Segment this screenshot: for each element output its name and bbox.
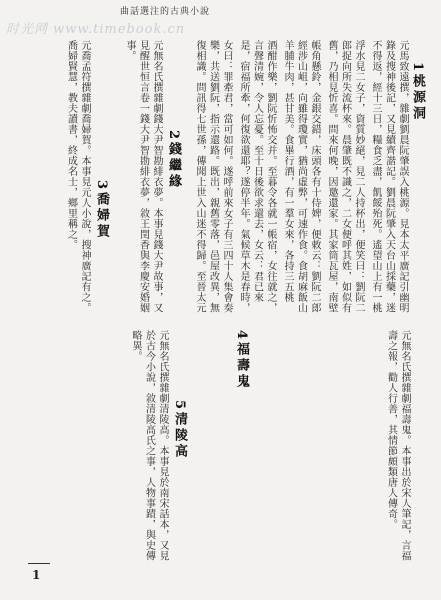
running-header: 曲話選注的古典小說 bbox=[120, 7, 211, 17]
text-column-9: 元無名氏撰雜劇清陵高。本事見於南宋話本，又見於古今小說，敘清陵高氏之事，人物事蹟，與史傳略異。 bbox=[130, 330, 168, 561]
text-column-2: 浮水見二女子，資質妙絕，見二人持杯出，便笑曰：劉阮二郎捉向所失流杯來。晨肇既不識之，二女便呼其姓，如似有舊，乃相見忻喜。問來何晚，因邀還家。其家筒瓦屋，南壁 bbox=[326, 40, 364, 313]
footer-rule bbox=[28, 563, 50, 564]
text-column-8: 元無名氏撰雜劇福壽鬼。本事出於宋人筆記，言福壽之報，勸人行善，其情節頗類唐人傳奇。 bbox=[385, 330, 410, 561]
text-column-5: 女曰：罪牽君，當可如何。遂呼前來女子有三四十人集會奏樂，共送劉阮，指示還路。既出，親舊零落，邑屋改異，無復相識。問訊得七世孫，傳聞上世入山迷不得歸。至晉太元 bbox=[194, 40, 232, 313]
section-title-4: 4福壽鬼 bbox=[234, 330, 249, 391]
watermark: 时光网 www.timebook.cn bbox=[6, 22, 186, 37]
text-column-7: 元喬孟符撰雜劇喬婦賀。本事見元人小說，搜神廣記有之。喬婦賢慧，教夫讀書，終成名士，鄉里稱之。 bbox=[65, 40, 90, 313]
text-column-4: 酒酣作樂，劉阮忻怖交并。至暮令各就一帳宿，女往就之，言聲清婉，令人忘憂。至十日後欲求還去，女云：君已來是，宿福所牽，何復欲還耶？遂停半年。氣候草木是春時， bbox=[238, 40, 276, 313]
section-title-2: 2錢繼緣 bbox=[166, 130, 181, 191]
section-title-5: 5清陵高 bbox=[172, 400, 187, 461]
text-column-6: 元無名氏撰雜劇錢大尹智勘緋衣夢。本事見錢大尹故事，又見醒世恒言卷一錢大尹智勘緋衣夢，敘王閏香與李慶安婚姻事。 bbox=[124, 40, 162, 313]
section-title-3: 3喬婦賀 bbox=[94, 180, 109, 241]
page-number: 1 bbox=[32, 568, 41, 582]
text-column-1: 元馬致遠撰，雜劇劉晨阮肇誤入桃源。見本太平廣記引幽明錄及搜神後記，又見續齊諧記。劉晨阮肇入天台山採藥，迷不得返，經十三日，糧食乏盡，飢餒殆死。遙望山上有一桃 bbox=[370, 40, 408, 313]
section-title-1: 1桃源洞 bbox=[410, 62, 425, 123]
text-column-3: 帳角懸鈴，金銀交錯，床頭各有十侍婢，便敕云：劉阮二郎經涉山岨，向雖得瓊實，猶尚虛弊，可速作食。食胡麻飯山羊脯牛肉，甚甘美。食畢行酒，有一羣女來，各持三五桃 bbox=[282, 40, 320, 313]
